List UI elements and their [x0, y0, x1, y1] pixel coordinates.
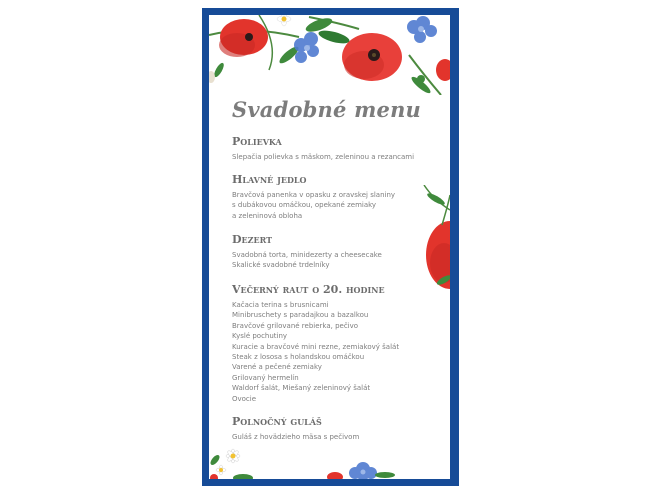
menu-item: a zeleninová obloha: [232, 211, 303, 220]
menu-item: Guláš z hovädzieho mäsa s pečivom: [232, 433, 360, 441]
menu-item: Ovocie: [232, 394, 257, 403]
section-heading: Polnočný guláš: [232, 415, 322, 428]
menu-item: Skalické svadobné trdelníky: [232, 261, 330, 270]
menu-item: Minibruschety s paradajkou a bazalkou: [232, 311, 369, 320]
menu-section-evening-buffet: [232, 283, 442, 404]
menu-item: Varené a pečené zemiaky: [232, 363, 322, 372]
menu-card-inner: [209, 15, 450, 479]
menu-item: Slepačia polievka s mäskom, zeleninou a rezancami: [232, 153, 415, 161]
menu-item: Kuracie a bravčové mini rezne, zemiakový šalát: [232, 342, 400, 351]
menu-section-dessert: [232, 233, 442, 271]
menu-item: Svadobná torta, minidezerty a cheesecake: [232, 251, 382, 259]
menu-card: [202, 8, 459, 486]
menu-item: Waldorf šalát, Miešaný zeleninový šalát: [232, 384, 371, 393]
section-heading: Dezert: [232, 233, 273, 246]
bottom-left-daisy-decoration: [209, 440, 259, 479]
top-floral-decoration: [209, 15, 450, 95]
menu-section-main-course: [232, 173, 442, 221]
menu-item: Grilovaný hermelín: [232, 373, 299, 382]
menu-title: Svadobné menu: [232, 97, 422, 122]
menu-item: Bravčová panenka v opasku z oravskej slaniny: [232, 191, 396, 199]
section-heading: Hlavné jedlo: [232, 173, 307, 186]
bottom-cornflower-decoration: [327, 459, 397, 479]
menu-item: Kačacia terina s brusnicami: [232, 301, 329, 309]
menu-section-soup: [232, 135, 442, 162]
menu-item: Bravčové grilované rebierka, pečivo: [232, 321, 359, 330]
menu-section-midnight-goulash: [232, 415, 442, 442]
section-heading: Večerný raut o 20. hodine: [232, 283, 385, 296]
menu-item: Kyslé pochutiny: [232, 332, 288, 341]
menu-item: Steak z lososa s holandskou omáčkou: [232, 353, 365, 362]
section-heading: Polievka: [232, 135, 282, 148]
menu-item: s dubákovou omáčkou, opekané zemiaky: [232, 201, 377, 210]
